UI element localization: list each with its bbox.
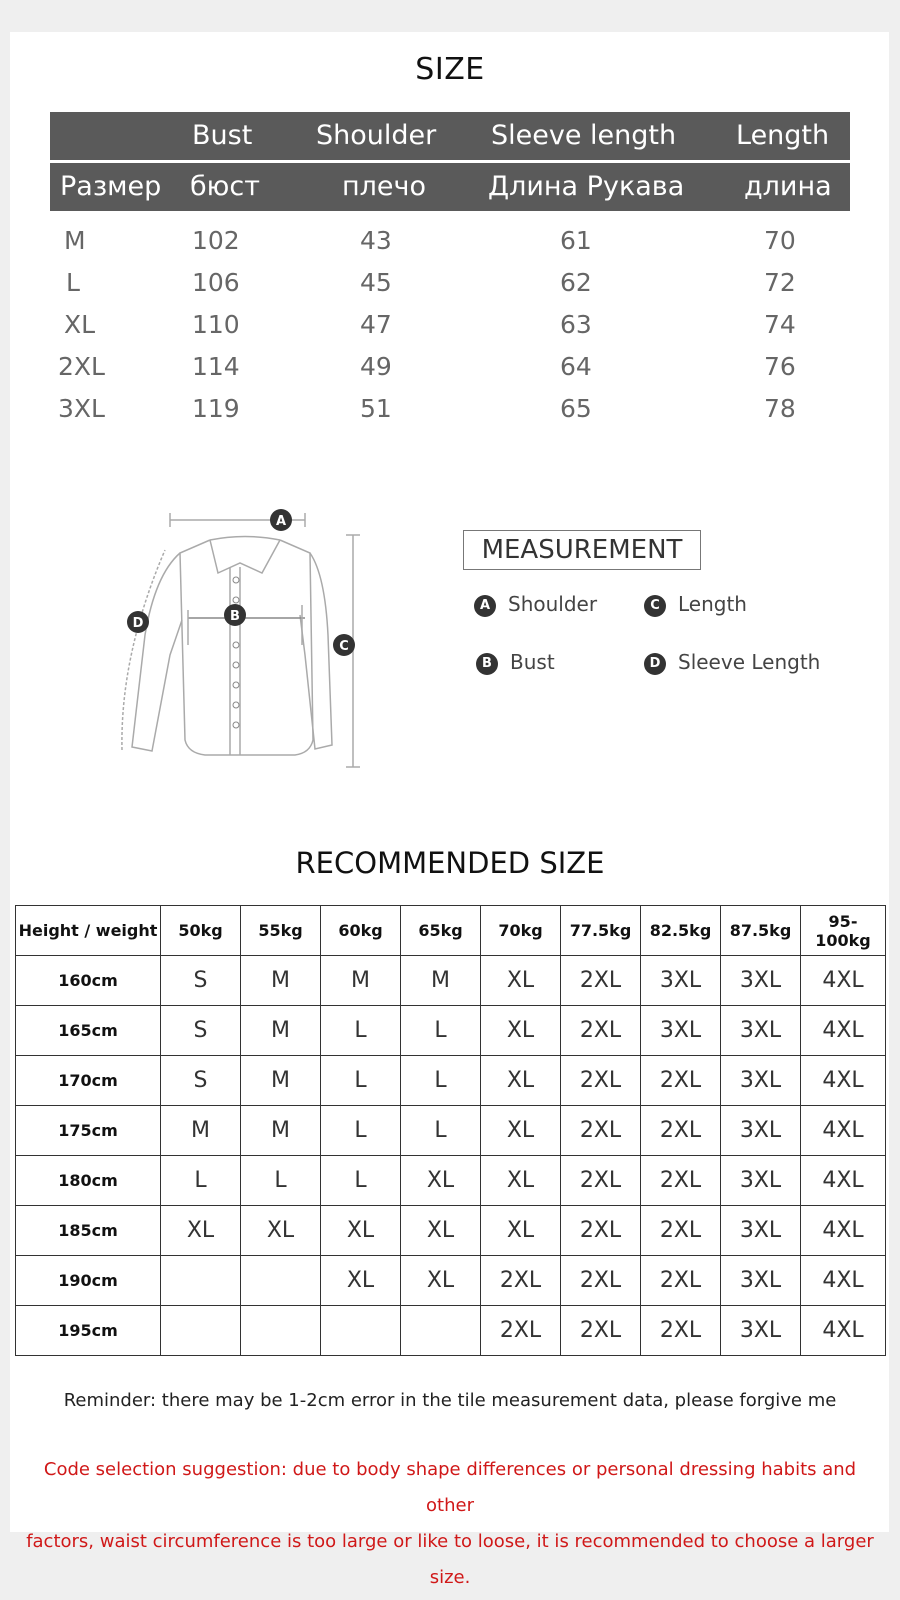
- size-cell: 2XL: [561, 1156, 641, 1206]
- height-cell: 165cm: [16, 1006, 161, 1056]
- size-cell: XL: [481, 1156, 561, 1206]
- header-bust: Bust: [192, 120, 253, 151]
- size-cell: 114: [192, 352, 240, 381]
- size-row: [50, 222, 850, 264]
- header-sleeve-ru: Длина Рукава: [488, 171, 685, 202]
- height-cell: 175cm: [16, 1106, 161, 1156]
- size-cell: M: [241, 1106, 321, 1156]
- size-cell: XL: [321, 1206, 401, 1256]
- size-cell: 76: [764, 352, 796, 381]
- svg-text:A: A: [275, 514, 287, 529]
- size-cell: 2XL: [561, 956, 641, 1006]
- size-cell: L: [241, 1156, 321, 1206]
- size-cell: 62: [560, 268, 592, 297]
- size-cell: 2XL: [641, 1106, 721, 1156]
- size-cell: L: [321, 1056, 401, 1106]
- suggestion-line: Code selection suggestion: due to body shape differences or personal dressing habits and other: [43, 1459, 857, 1516]
- size-cell: 2XL: [641, 1256, 721, 1306]
- size-cell: 119: [192, 394, 240, 423]
- size-cell: M: [401, 956, 481, 1006]
- weight-header: 70kg: [481, 906, 561, 956]
- size-cell: [161, 1256, 241, 1306]
- diagram-marker-b: [224, 604, 246, 626]
- size-cell: 2XL: [561, 1056, 641, 1106]
- size-cell: L: [401, 1106, 481, 1156]
- size-cell: 4XL: [801, 1306, 886, 1356]
- badge-b: B: [476, 653, 498, 675]
- size-cell: XL: [64, 310, 96, 339]
- header-shoulder-ru: плечо: [342, 171, 426, 202]
- size-cell: S: [161, 956, 241, 1006]
- size-cell: M: [241, 1006, 321, 1056]
- weight-header: 65kg: [401, 906, 481, 956]
- svg-text:D: D: [132, 616, 144, 631]
- corner-header: Height / weight: [16, 906, 161, 956]
- height-cell: 160cm: [16, 956, 161, 1006]
- weight-header: 60kg: [321, 906, 401, 956]
- header-length: Length: [736, 120, 830, 151]
- size-cell: 4XL: [801, 1156, 886, 1206]
- size-cell: L: [321, 1156, 401, 1206]
- reminder-text: Reminder: there may be 1-2cm error in the tile measurement data, please forgive me: [63, 1390, 837, 1411]
- weight-header: 82.5kg: [641, 906, 721, 956]
- size-cell: XL: [481, 1206, 561, 1256]
- size-cell: 2XL: [641, 1156, 721, 1206]
- size-cell: [321, 1306, 401, 1356]
- shirt-diagram: [110, 505, 380, 790]
- suggestion-text: [20, 1452, 880, 1596]
- height-cell: 190cm: [16, 1256, 161, 1306]
- size-cell: 4XL: [801, 1056, 886, 1106]
- table-row: [16, 1156, 886, 1206]
- size-row: [50, 348, 850, 390]
- measurement-title: MEASUREMENT: [463, 530, 701, 570]
- diagram-marker-d: [127, 611, 149, 633]
- size-cell: 3XL: [58, 394, 105, 423]
- size-cell: 43: [360, 226, 392, 255]
- size-cell: M: [321, 956, 401, 1006]
- size-cell: XL: [481, 1056, 561, 1106]
- legend-label: Bust: [510, 650, 555, 674]
- legend-sleeve-length: [644, 650, 820, 675]
- size-cell: 2XL: [481, 1306, 561, 1356]
- size-cell: 78: [764, 394, 796, 423]
- size-cell: 61: [560, 226, 592, 255]
- size-cell: L: [401, 1006, 481, 1056]
- size-cell: XL: [481, 956, 561, 1006]
- legend-shoulder: [474, 592, 597, 617]
- legend-label: Length: [678, 592, 747, 616]
- table-row: [16, 1256, 886, 1306]
- size-cell: 3XL: [721, 1206, 801, 1256]
- size-row: [50, 390, 850, 432]
- recommended-table-body: [16, 956, 886, 1356]
- badge-a: A: [474, 595, 496, 617]
- table-row: [16, 1106, 886, 1156]
- height-cell: 195cm: [16, 1306, 161, 1356]
- size-cell: 3XL: [641, 1006, 721, 1056]
- size-cell: 74: [764, 310, 796, 339]
- size-cell: 2XL: [561, 1306, 641, 1356]
- size-cell: 3XL: [721, 1306, 801, 1356]
- size-header-en: [50, 112, 850, 160]
- size-cell: 2XL: [561, 1106, 641, 1156]
- size-cell: [401, 1306, 481, 1356]
- size-cell: 3XL: [721, 1056, 801, 1106]
- size-cell: XL: [321, 1256, 401, 1306]
- size-cell: 2XL: [641, 1306, 721, 1356]
- size-cell: L: [66, 268, 80, 297]
- size-cell: 106: [192, 268, 240, 297]
- table-row: [16, 956, 886, 1006]
- diagram-marker-a: [270, 509, 292, 531]
- size-table-body: [50, 222, 850, 432]
- weight-header: 87.5kg: [721, 906, 801, 956]
- size-cell: L: [321, 1006, 401, 1056]
- size-cell: XL: [401, 1206, 481, 1256]
- size-cell: 4XL: [801, 1106, 886, 1156]
- size-cell: 2XL: [58, 352, 105, 381]
- size-cell: 72: [764, 268, 796, 297]
- size-cell: 4XL: [801, 1006, 886, 1056]
- header-length-ru: длина: [744, 171, 832, 202]
- size-cell: 4XL: [801, 1256, 886, 1306]
- size-cell: S: [161, 1006, 241, 1056]
- legend-length: [644, 592, 747, 617]
- table-header-row: [16, 906, 886, 956]
- size-cell: 45: [360, 268, 392, 297]
- legend-label: Shoulder: [508, 592, 598, 616]
- size-cell: 3XL: [721, 1156, 801, 1206]
- size-cell: L: [401, 1056, 481, 1106]
- size-cell: 47: [360, 310, 392, 339]
- size-cell: 63: [560, 310, 592, 339]
- size-cell: 2XL: [481, 1256, 561, 1306]
- size-cell: 4XL: [801, 1206, 886, 1256]
- diagram-marker-c: [333, 634, 355, 656]
- size-cell: 110: [192, 310, 240, 339]
- size-cell: 2XL: [561, 1006, 641, 1056]
- size-cell: XL: [401, 1256, 481, 1306]
- size-cell: M: [64, 226, 86, 255]
- size-cell: XL: [241, 1206, 321, 1256]
- size-cell: M: [161, 1106, 241, 1156]
- size-cell: 2XL: [641, 1056, 721, 1106]
- size-cell: XL: [481, 1106, 561, 1156]
- size-cell: 65: [560, 394, 592, 423]
- weight-header: 95-100kg: [801, 906, 886, 956]
- table-row: [16, 1306, 886, 1356]
- svg-text:B: B: [230, 609, 240, 624]
- size-cell: 2XL: [641, 1206, 721, 1256]
- height-cell: 180cm: [16, 1156, 161, 1206]
- legend-label: Sleeve Length: [678, 650, 821, 674]
- size-cell: 3XL: [721, 1106, 801, 1156]
- size-cell: 51: [360, 394, 392, 423]
- table-row: [16, 1206, 886, 1256]
- size-cell: 2XL: [561, 1206, 641, 1256]
- height-cell: 185cm: [16, 1206, 161, 1256]
- size-cell: [241, 1256, 321, 1306]
- size-cell: 3XL: [721, 956, 801, 1006]
- size-row: [50, 306, 850, 348]
- header-bust-ru: бюст: [190, 171, 260, 202]
- height-cell: 170cm: [16, 1056, 161, 1106]
- weight-header: 55kg: [241, 906, 321, 956]
- size-cell: S: [161, 1056, 241, 1106]
- badge-c: C: [644, 595, 666, 617]
- size-cell: 3XL: [721, 1256, 801, 1306]
- size-header-ru: [50, 163, 850, 211]
- legend-bust: [476, 650, 555, 675]
- size-cell: 3XL: [721, 1006, 801, 1056]
- weight-header: 77.5kg: [561, 906, 641, 956]
- size-cell: [161, 1306, 241, 1356]
- header-size-ru: Размер: [60, 171, 162, 202]
- size-cell: XL: [161, 1206, 241, 1256]
- size-cell: 49: [360, 352, 392, 381]
- size-cell: [241, 1306, 321, 1356]
- table-row: [16, 1056, 886, 1106]
- weight-header: 50kg: [161, 906, 241, 956]
- size-cell: M: [241, 1056, 321, 1106]
- size-cell: L: [321, 1106, 401, 1156]
- header-shoulder: Shoulder: [316, 120, 437, 151]
- size-cell: 3XL: [641, 956, 721, 1006]
- size-cell: M: [241, 956, 321, 1006]
- table-row: [16, 1006, 886, 1056]
- size-cell: 64: [560, 352, 592, 381]
- size-cell: 102: [192, 226, 240, 255]
- suggestion-line: factors, waist circumference is too large or like to loose, it is recommended to choose a larger size.: [26, 1531, 874, 1588]
- size-cell: XL: [481, 1006, 561, 1056]
- recommended-size-table: [15, 905, 886, 1356]
- size-row: [50, 264, 850, 306]
- svg-text:C: C: [339, 639, 349, 654]
- size-cell: L: [161, 1156, 241, 1206]
- size-cell: 4XL: [801, 956, 886, 1006]
- recommended-title: RECOMMENDED SIZE: [295, 846, 605, 880]
- header-sleeve-length: Sleeve length: [491, 120, 677, 151]
- size-cell: 70: [764, 226, 796, 255]
- size-cell: XL: [401, 1156, 481, 1206]
- badge-d: D: [644, 653, 666, 675]
- size-title: SIZE: [415, 52, 485, 87]
- size-cell: 2XL: [561, 1256, 641, 1306]
